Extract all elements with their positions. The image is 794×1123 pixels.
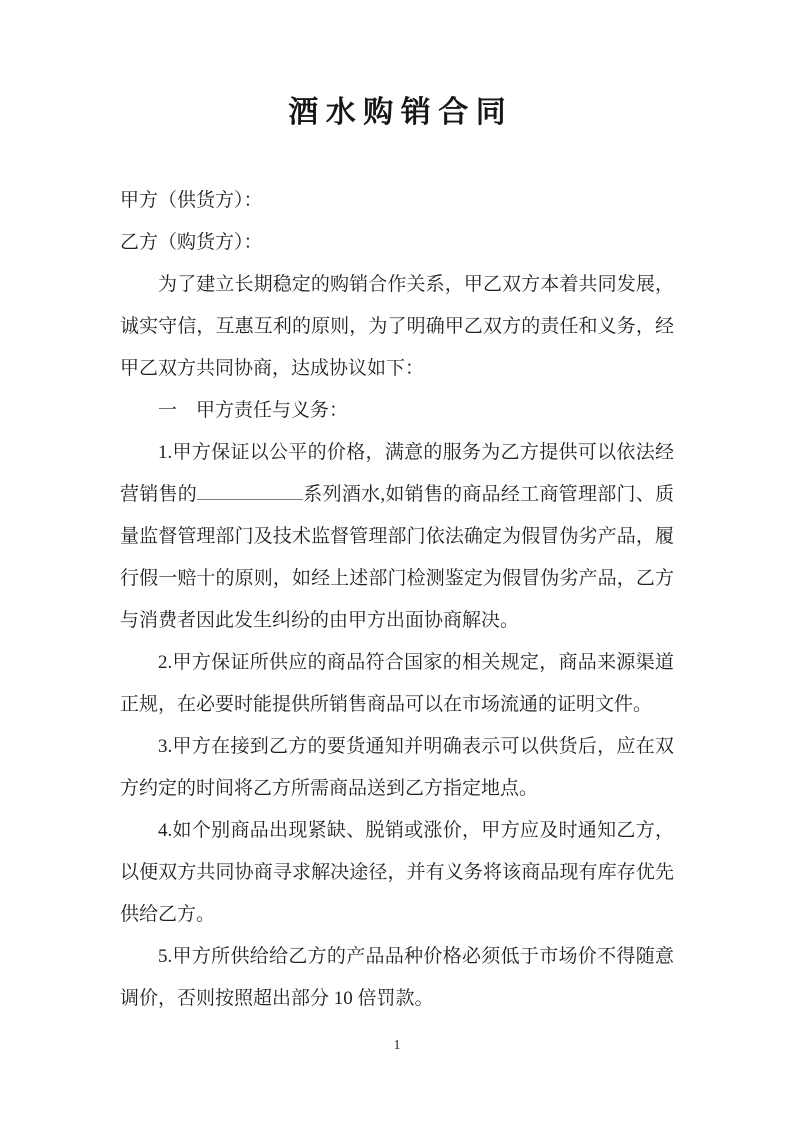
- section-one-heading: 一 甲方责任与义务：: [158, 400, 349, 421]
- clause-5-paragraph: 5.甲方所供给给乙方的产品品种价格必须低于市场价不得随意调价，否则按照超出部分 10 倍罚款。: [120, 946, 674, 1009]
- clause-3-paragraph: 3.甲方在接到乙方的要货通知并明确表示可以供货后，应在双方约定的时间将乙方所需商品送到乙方指定地点。: [120, 736, 674, 799]
- party-b-label: 乙方（购货方）：: [120, 232, 263, 253]
- clause-1-text-after-blank: 系列酒水,如销售的商品经工商管理部门、质量监督管理部门及技术监督管理部门依法确定为假冒伪劣产品，履行假一赔十的原则，如经上述部门检测鉴定为假冒伪劣产品，乙方与消费者因此发生纠纷的由甲方出面协商解决。: [120, 484, 674, 631]
- clause-2-paragraph: 2.甲方保证所供应的商品符合国家的相关规定，商品来源渠道正规，在必要时能提供所销售商品可以在市场流通的证明文件。: [120, 652, 674, 715]
- page-content: [120, 0, 674, 1020]
- clause-1-text-before-blank: 1.甲方保证以公平的价格，满意的服务为乙方提供可以依法经营销售的: [120, 442, 674, 505]
- page-number: 1: [393, 1038, 401, 1053]
- clause-4-paragraph: 4.如个别商品出现紧缺、脱销或涨价，甲方应及时通知乙方，以便双方共同协商寻求解决途径，并有义务将该商品现有库存优先供给乙方。: [120, 820, 674, 925]
- document-title: 酒 水 购 销 合 同: [288, 96, 506, 129]
- clause-1-paragraph: [120, 432, 674, 642]
- party-a-label: 甲方（供货方）：: [120, 190, 263, 211]
- preamble-paragraph: 为了建立长期稳定的购销合作关系，甲乙双方本着共同发展，诚实守信，互惠互利的原则，为了明确甲乙双方的责任和义务，经甲乙双方共同协商，达成协议如下：: [120, 274, 674, 379]
- fill-in-blank-line: [197, 481, 303, 500]
